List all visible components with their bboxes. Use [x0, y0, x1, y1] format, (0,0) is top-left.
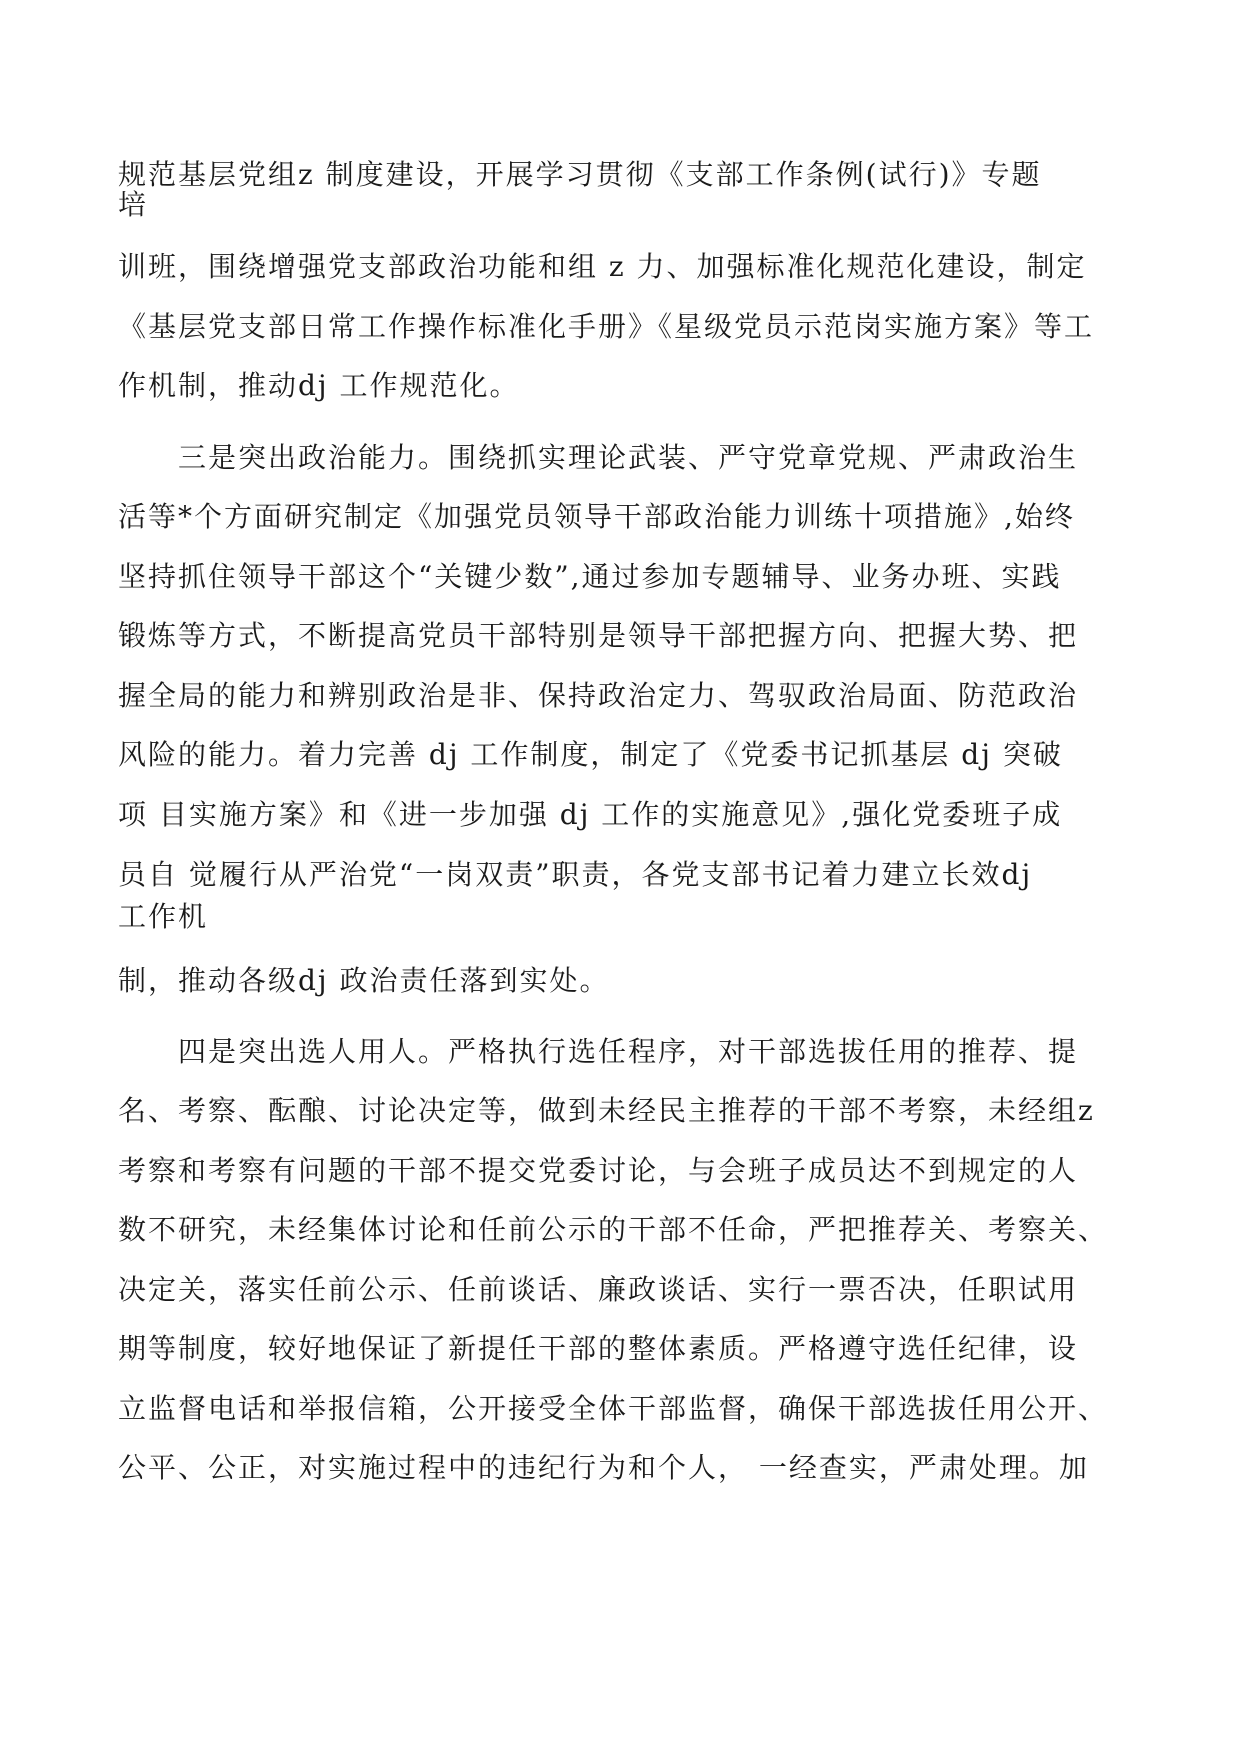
- paragraph-three-start: 三是突出政治能力。围绕抓实理论武装、严守党章党规、严肃政治生: [178, 441, 1079, 474]
- text-line: 培: [118, 188, 149, 221]
- text-line: 员自 觉履行从严治党“一岗双责”职责，各党支部书记着力建立长效dj: [118, 858, 1033, 891]
- text-line: 训班，围绕增强党支部政治功能和组 z 力、加强标准化规范化建设，制定: [118, 250, 1087, 283]
- text-line: 考察和考察有问题的干部不提交党委讨论，与会班子成员达不到规定的人: [118, 1154, 1079, 1187]
- text-line: 作机制，推动dj 工作规范化。: [118, 369, 520, 402]
- text-line: 活等*个方面研究制定《加强党员领导干部政治能力训练十项措施》,始终: [118, 500, 1075, 533]
- text-line: 名、考察、酝酿、讨论决定等，做到未经民主推荐的干部不考察，未经组z: [118, 1094, 1095, 1127]
- paragraph-four-start: 四是突出选人用人。严格执行选任程序，对干部选拔任用的推荐、提: [178, 1035, 1079, 1068]
- text-line: 握全局的能力和辨别政治是非、保持政治定力、驾驭政治局面、防范政治: [118, 679, 1079, 712]
- text-line: 数不研究，未经集体讨论和任前公示的干部不任命，严把推荐关、考察关、: [118, 1213, 1109, 1246]
- text-line: 期等制度，较好地保证了新提任干部的整体素质。严格遵守选任纪律，设: [118, 1332, 1079, 1365]
- text-line: 坚持抓住领导干部这个“关键少数”,通过参加专题辅导、业务办班、实践: [118, 560, 1062, 593]
- text-line: 项 目实施方案》和《进一步加强 dj 工作的实施意见》,强化党委班子成: [118, 798, 1063, 831]
- text-line: 工作机: [118, 900, 209, 933]
- text-line: 锻炼等方式，不断提高党员干部特别是领导干部把握方向、把握大势、把: [118, 619, 1079, 652]
- text-line: 立监督电话和举报信箱，公开接受全体干部监督，确保干部选拔任用公开、: [118, 1392, 1109, 1425]
- text-line: 公平、公正，对实施过程中的违纪行为和个人， 一经查实，严肃处理。加: [118, 1451, 1089, 1484]
- text-line: 决定关，落实任前公示、任前谈话、廉政谈话、实行一票否决，任职试用: [118, 1273, 1079, 1306]
- text-line: 制，推动各级dj 政治责任落到实处。: [118, 964, 610, 997]
- text-line: 规范基层党组z 制度建设，开展学习贯彻《支部工作条例(试行)》专题: [118, 158, 1042, 191]
- text-line: 《基层党支部日常工作操作标准化手册》《星级党员示范岗实施方案》等工: [118, 310, 1095, 343]
- text-line: 风险的能力。着力完善 dj 工作制度，制定了《党委书记抓基层 dj 突破: [118, 738, 1063, 771]
